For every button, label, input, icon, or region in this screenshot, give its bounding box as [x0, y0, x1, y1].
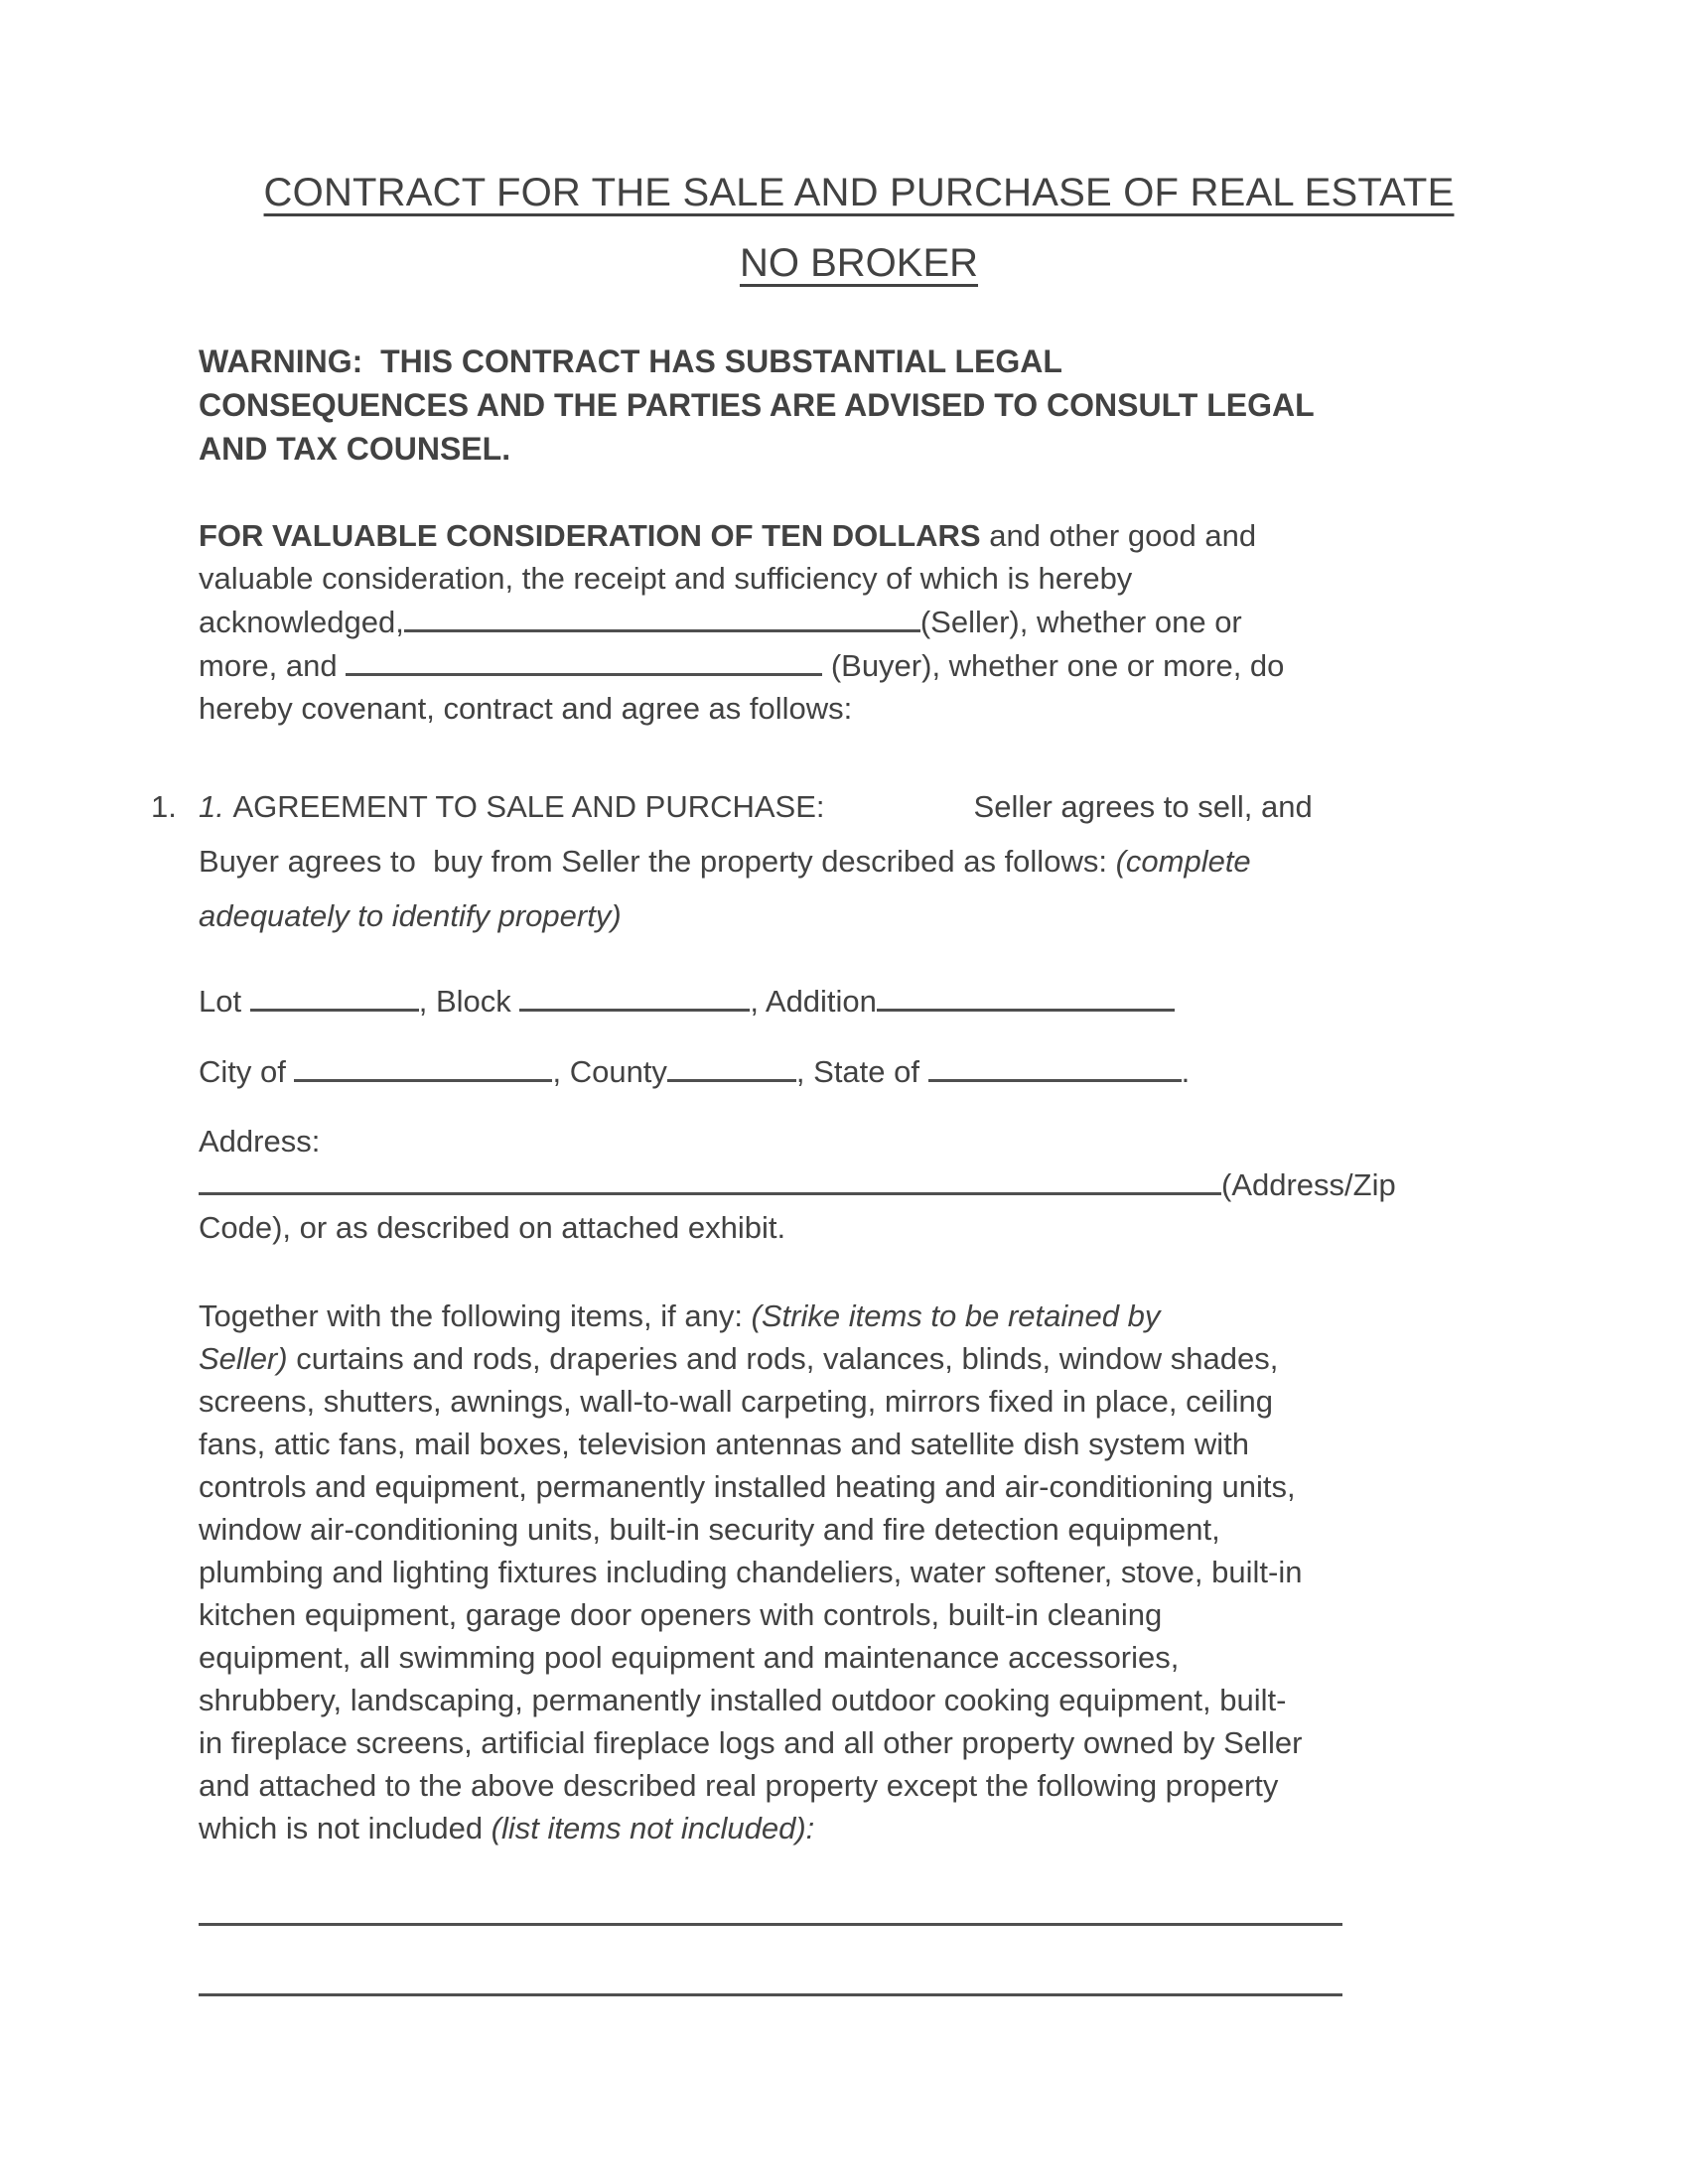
city-label: City of — [199, 1054, 295, 1089]
address-paragraph — [199, 1120, 1519, 1249]
together-line-3: screens, shutters, awnings, wall-to-wall carpeting, mirrors fixed in place, ceiling — [199, 1384, 1273, 1419]
together-line-11: in fireplace screens, artificial fireplace logs and all other property owned by Seller — [199, 1725, 1303, 1760]
city-blank — [294, 1049, 552, 1082]
together-line-12: and attached to the above described real property except the following property — [199, 1768, 1279, 1803]
warning-line-2: CONSEQUENCES AND THE PARTIES ARE ADVISED TO CONSULT LEGAL — [199, 387, 1315, 423]
acknowledged-label: acknowledged, — [199, 605, 404, 639]
consideration-paragraph — [199, 514, 1519, 730]
warning-line-3: AND TAX COUNSEL. — [199, 431, 511, 467]
address-blank-line — [199, 1162, 1519, 1206]
section-1-line-2 — [199, 834, 1519, 888]
seller-suffix: (Seller), whether one or — [919, 605, 1242, 639]
county-blank — [667, 1049, 796, 1082]
together-line-13 — [199, 1807, 1519, 1849]
section-1-heading-italic-number: 1. — [199, 789, 224, 824]
items-not-included-blank-line-2 — [199, 1993, 1342, 1996]
state-period: . — [1181, 1054, 1191, 1089]
warning-paragraph — [199, 340, 1519, 471]
section-1-line-2-italic: (complete — [1115, 844, 1251, 879]
strike-items-italic: (Strike items to be retained by — [751, 1298, 1161, 1333]
addition-label: , Addition — [750, 984, 877, 1019]
address-zip-suffix: (Address/Zip — [1221, 1167, 1396, 1202]
together-line-4: fans, attic fans, mail boxes, television antennas and satellite dish system with — [199, 1427, 1249, 1461]
consideration-line-1-rest: and other good and — [980, 518, 1257, 553]
consideration-line-2: valuable consideration, the receipt and sufficiency of which is hereby — [199, 561, 1133, 596]
together-line-6: window air-conditioning units, built-in security and fire detection equipment, — [199, 1512, 1220, 1547]
section-1-line-2-text: Buyer agrees to buy from Seller the property described as follows: — [199, 844, 1116, 879]
lot-label: Lot — [199, 984, 250, 1019]
seller-name-blank — [404, 600, 920, 632]
section-1 — [151, 779, 1519, 943]
consideration-line-1 — [199, 514, 1519, 557]
state-label: , State of — [795, 1054, 928, 1089]
document-subtitle: NO BROKER — [739, 241, 979, 285]
buyer-name-blank — [346, 643, 822, 676]
warning-line-1: WARNING: THIS CONTRACT HAS SUBSTANTIAL LEGAL — [199, 343, 1062, 379]
section-1-number: 1. — [151, 789, 177, 824]
together-line-8: kitchen equipment, garage door openers with controls, built-in cleaning — [199, 1597, 1163, 1632]
together-line-9: equipment, all swimming pool equipment and maintenance accessories, — [199, 1640, 1180, 1675]
lot-blank — [250, 979, 419, 1012]
county-label: , County — [552, 1054, 667, 1089]
state-blank — [928, 1049, 1182, 1082]
list-items-italic: (list items not included): — [491, 1811, 815, 1845]
together-line-13-text: which is not included — [199, 1811, 492, 1845]
seller-italic: Seller) — [199, 1341, 288, 1376]
address-blank — [199, 1162, 1221, 1195]
section-1-heading: AGREEMENT TO SALE AND PURCHASE: — [223, 789, 825, 824]
section-1-heading-line — [151, 779, 1519, 834]
address-label-line: Address: — [199, 1124, 321, 1159]
section-1-line-3: adequately to identify property) — [199, 898, 622, 933]
buyer-suffix: (Buyer), whether one or more, do — [822, 648, 1285, 683]
consideration-line-4 — [199, 643, 1519, 687]
together-line-7: plumbing and lighting fixtures including chandeliers, water softener, stove, built-in — [199, 1555, 1303, 1589]
consideration-line-5: hereby covenant, contract and agree as follows: — [199, 691, 853, 726]
city-county-state-line — [199, 1049, 1519, 1093]
together-line-2-text: curtains and rods, draperies and rods, valances, blinds, window shades, — [287, 1341, 1279, 1376]
section-1-heading-tail: Seller agrees to sell, and — [973, 789, 1313, 824]
together-line-1-text: Together with the following items, if any: — [199, 1298, 752, 1333]
together-line-1 — [199, 1295, 1519, 1337]
together-with-paragraph — [199, 1295, 1519, 1849]
document-title: CONTRACT FOR THE SALE AND PURCHASE OF REAL ESTATE — [263, 171, 1455, 214]
addition-blank — [877, 979, 1175, 1012]
together-line-5: controls and equipment, permanently installed heating and air-conditioning units, — [199, 1469, 1296, 1504]
consideration-line-3 — [199, 600, 1519, 643]
block-blank — [519, 979, 750, 1012]
consideration-lead-bold: FOR VALUABLE CONSIDERATION OF TEN DOLLARS — [199, 518, 981, 553]
together-line-2 — [199, 1337, 1519, 1380]
together-line-10: shrubbery, landscaping, permanently installed outdoor cooking equipment, built- — [199, 1683, 1287, 1717]
block-label: , Block — [418, 984, 520, 1019]
lot-block-addition-line — [199, 979, 1519, 1023]
items-not-included-blank-line-1 — [199, 1923, 1342, 1926]
more-and-label: more, and — [199, 648, 347, 683]
address-code-line: Code), or as described on attached exhibit. — [199, 1210, 786, 1245]
